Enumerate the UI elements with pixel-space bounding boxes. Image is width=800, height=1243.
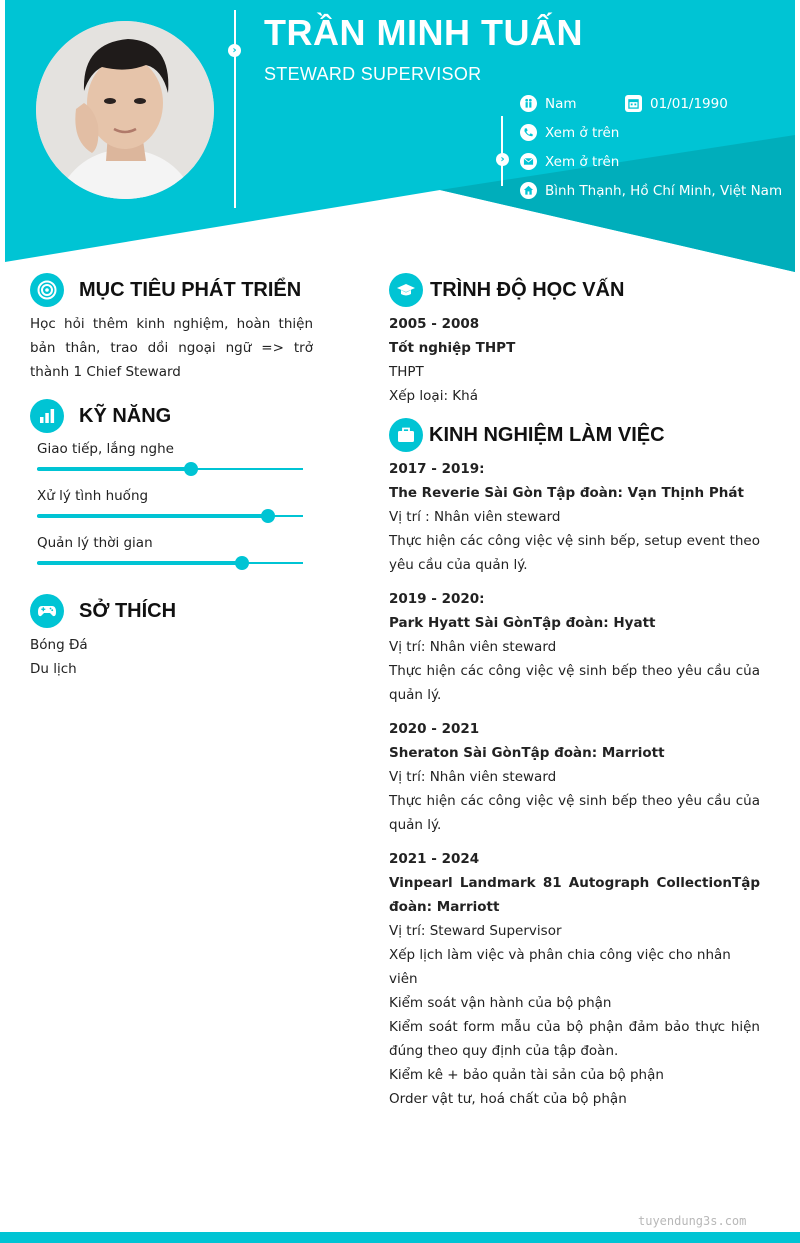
- experience-title: KINH NGHIỆM LÀM VIỆC: [429, 423, 665, 446]
- hobby-item: Du lịch: [30, 661, 77, 677]
- skills-heading: [30, 399, 171, 433]
- birthday-value: 01/01/1990: [650, 95, 728, 112]
- phone-info: [520, 124, 619, 141]
- home-icon: [520, 182, 537, 199]
- hobbies-title: SỞ THÍCH: [79, 599, 177, 622]
- candidate-name: TRẦN MINH TUẤN: [264, 12, 583, 53]
- email-info: [520, 153, 619, 170]
- skills-title: KỸ NĂNG: [79, 404, 172, 427]
- hobbies-heading: [30, 594, 176, 628]
- skill-label: Giao tiếp, lắng nghe: [37, 441, 174, 457]
- job-period: 2017 - 2019:: [389, 461, 485, 477]
- hobby-item: Bóng Đá: [30, 637, 88, 653]
- experience-list: [389, 457, 760, 1121]
- briefcase-icon: [389, 418, 423, 452]
- job-line: Kiểm soát form mẫu của bộ phận đảm bảo thực hiện đúng theo quy định của tập đoàn.: [389, 1019, 760, 1059]
- education-title: TRÌNH ĐỘ HỌC VẤN: [430, 278, 625, 301]
- target-icon: [30, 273, 64, 307]
- header-divider-right: [501, 116, 503, 186]
- phone-value: Xem ở trên: [545, 124, 620, 141]
- education-heading: [389, 273, 624, 307]
- job-line: Thực hiện các công việc vệ sinh bếp, setup event theo yêu cầu của quản lý.: [389, 533, 760, 573]
- objective-heading: [30, 273, 301, 307]
- education-degree: Tốt nghiệp THPT: [389, 340, 516, 356]
- address-value: Bình Thạnh, Hồ Chí Minh, Việt Nam: [545, 182, 783, 199]
- gender-info: [520, 95, 577, 112]
- skill-bar-fill: [37, 514, 268, 518]
- job-line: Xếp lịch làm việc và phân chia công việc cho nhân viên: [389, 947, 731, 987]
- objective-title: MỤC TIÊU PHÁT TRIỂN: [79, 278, 302, 301]
- job-period: 2021 - 2024: [389, 851, 480, 867]
- gender-icon: [520, 95, 537, 112]
- job-period: 2020 - 2021: [389, 721, 480, 737]
- skill-bar-knob: [235, 556, 249, 570]
- skill-bar-fill: [37, 561, 242, 565]
- candidate-title: STEWARD SUPERVISOR: [264, 64, 482, 84]
- job-line: Order vật tư, hoá chất của bộ phận: [389, 1091, 627, 1107]
- calendar-icon: [625, 95, 642, 112]
- education-block: [389, 312, 760, 408]
- job-period: 2019 - 2020:: [389, 591, 485, 607]
- job-company: Vinpearl Landmark 81 Autograph CollectionTập đoàn: Marriott: [389, 875, 760, 915]
- education-period: 2005 - 2008: [389, 316, 480, 332]
- skill-label: Xử lý tình huống: [37, 488, 149, 504]
- job-company: Sheraton Sài GònTập đoàn: Marriott: [389, 745, 665, 761]
- watermark: tuyendung3s.com: [638, 1214, 747, 1228]
- bar-chart-icon: [30, 399, 64, 433]
- email-value: Xem ở trên: [545, 153, 620, 170]
- skill-bar-knob: [261, 509, 275, 523]
- skill-bar-knob: [184, 462, 198, 476]
- objective-text: Học hỏi thêm kinh nghiệm, hoàn thiện bản thân, trao dồi ngoại ngữ => trở thành 1 Chief Steward: [30, 316, 313, 380]
- education-school: THPT: [389, 364, 424, 380]
- phone-icon: [520, 124, 537, 141]
- job-company: Park Hyatt Sài GònTập đoàn: Hyatt: [389, 615, 656, 631]
- header-divider-left: [234, 10, 236, 208]
- job-entry: [389, 847, 760, 1111]
- job-line: Vị trí : Nhân viên steward: [389, 509, 561, 525]
- skill-bar: [37, 562, 303, 564]
- footer-bar: [0, 1232, 800, 1243]
- job-line: Kiểm kê + bảo quản tài sản của bộ phận: [389, 1067, 664, 1083]
- education-grade: Xếp loại: Khá: [389, 388, 478, 404]
- chevron-right-icon: ›: [228, 44, 241, 57]
- experience-heading: [389, 418, 665, 452]
- job-company: The Reverie Sài Gòn Tập đoàn: Vạn Thịnh Phát: [389, 485, 744, 501]
- job-line: Vị trí: Steward Supervisor: [389, 923, 562, 939]
- chevron-right-icon: ›: [496, 153, 509, 166]
- job-line: Kiểm soát vận hành của bộ phận: [389, 995, 612, 1011]
- job-entry: [389, 457, 760, 577]
- graduation-cap-icon: [389, 273, 423, 307]
- email-icon: [520, 153, 537, 170]
- skill-bar-fill: [37, 467, 191, 471]
- job-line: Vị trí: Nhân viên steward: [389, 769, 557, 785]
- job-entry: [389, 587, 760, 707]
- skill-label: Quản lý thời gian: [37, 535, 153, 551]
- birthday-info: [625, 95, 728, 112]
- job-line: Vị trí: Nhân viên steward: [389, 639, 557, 655]
- skill-bar: [37, 515, 303, 517]
- job-line: Thực hiện các công việc vệ sinh bếp theo yêu cầu của quản lý.: [389, 663, 760, 703]
- gender-value: Nam: [545, 95, 577, 112]
- address-info: [520, 182, 782, 199]
- avatar: [36, 21, 214, 199]
- job-entry: [389, 717, 760, 837]
- job-line: Thực hiện các công việc vệ sinh bếp theo yêu cầu của quản lý.: [389, 793, 760, 833]
- gamepad-icon: [30, 594, 64, 628]
- skill-bar: [37, 468, 303, 470]
